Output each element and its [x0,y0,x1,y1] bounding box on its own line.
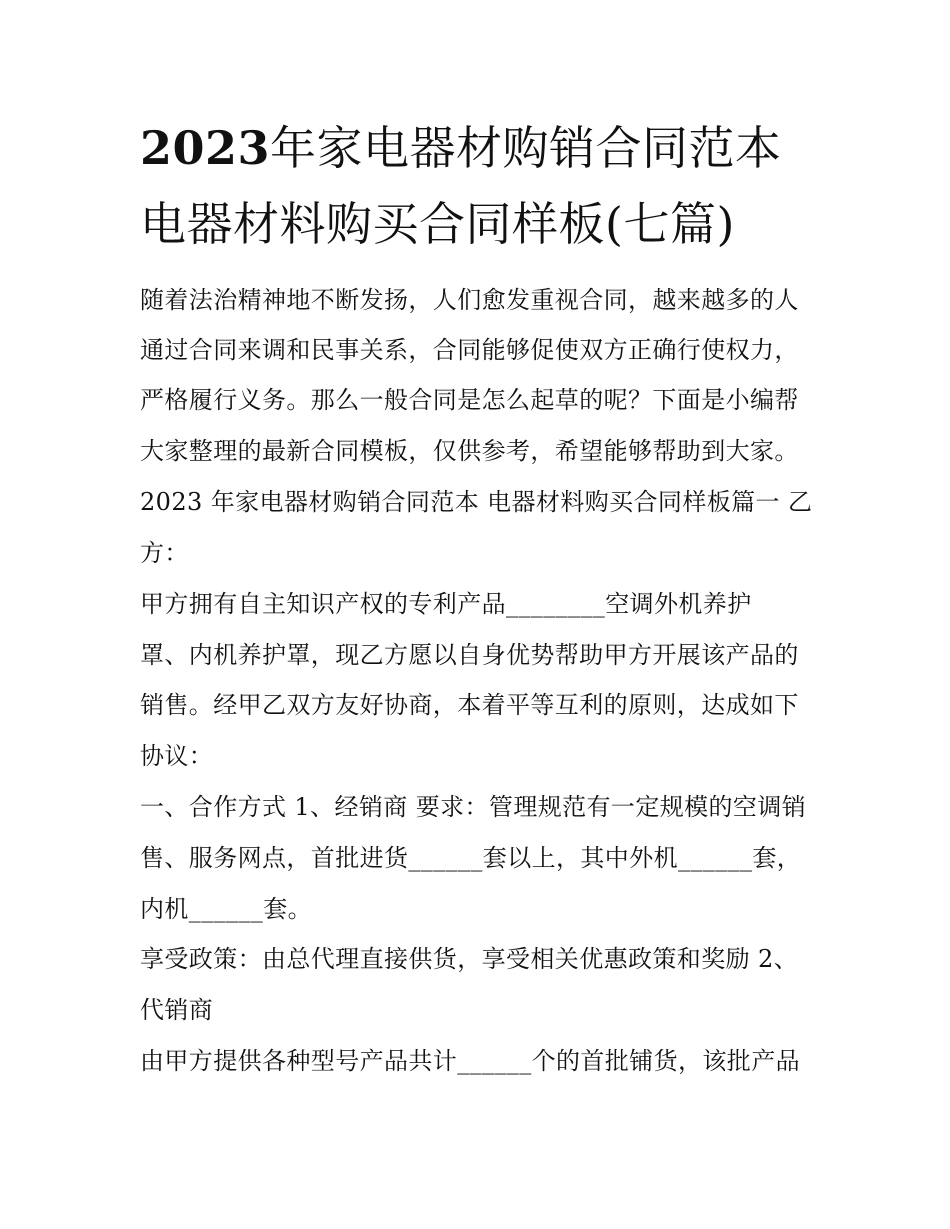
body-text-line: 享受政策：由总代理直接供货，享受相关优惠政策和奖励 2、 [140,945,799,973]
title-year: 2023 [140,121,271,175]
body-text-line: 协议： [140,742,214,770]
body-text-line: 2023 年家电器材购销合同范本 电器材料购买合同样板篇一 乙 [140,488,813,516]
body-text-line: 严格履行义务。那么一般合同是怎么起草的呢？下面是小编帮 [140,386,799,414]
body-text-line: 大家整理的最新合同模板，仅供参考，希望能够帮助到大家。 [140,437,799,465]
document-title-line-1 [140,122,830,174]
body-text-line: 由甲方提供各种型号产品共计______个的首批铺货，该批产品 [140,1047,800,1075]
body-text-line: 一、合作方式 1、经销商 要求：管理规范有一定规模的空调销 [140,793,807,821]
document-title-line-2: 电器材料购买合同样板(七篇) [140,197,735,251]
body-text-line: 方： [140,539,189,567]
body-text-line: 售、服务网点，首批进货______套以上，其中外机______套， [140,844,802,872]
body-text-line: 随着法治精神地不断发扬，人们愈发重视合同，越来越多的人 [140,286,799,314]
body-text-line: 内机______套。 [140,895,312,923]
title-line-1-text: 年家电器材购销合同范本 [270,121,782,175]
body-text-line: 代销商 [140,996,214,1024]
body-text-line: 销售。经甲乙双方友好协商，本着平等互利的原则，达成如下 [140,691,799,719]
body-text-line: 通过合同来调和民事关系，合同能够促使双方正确行使权力， [140,336,799,364]
body-text-line: 罩、内机养护罩，现乙方愿以自身优势帮助甲方开展该产品的 [140,641,799,669]
body-text-line: 甲方拥有自主知识产权的专利产品________空调外机养护 [140,590,752,618]
